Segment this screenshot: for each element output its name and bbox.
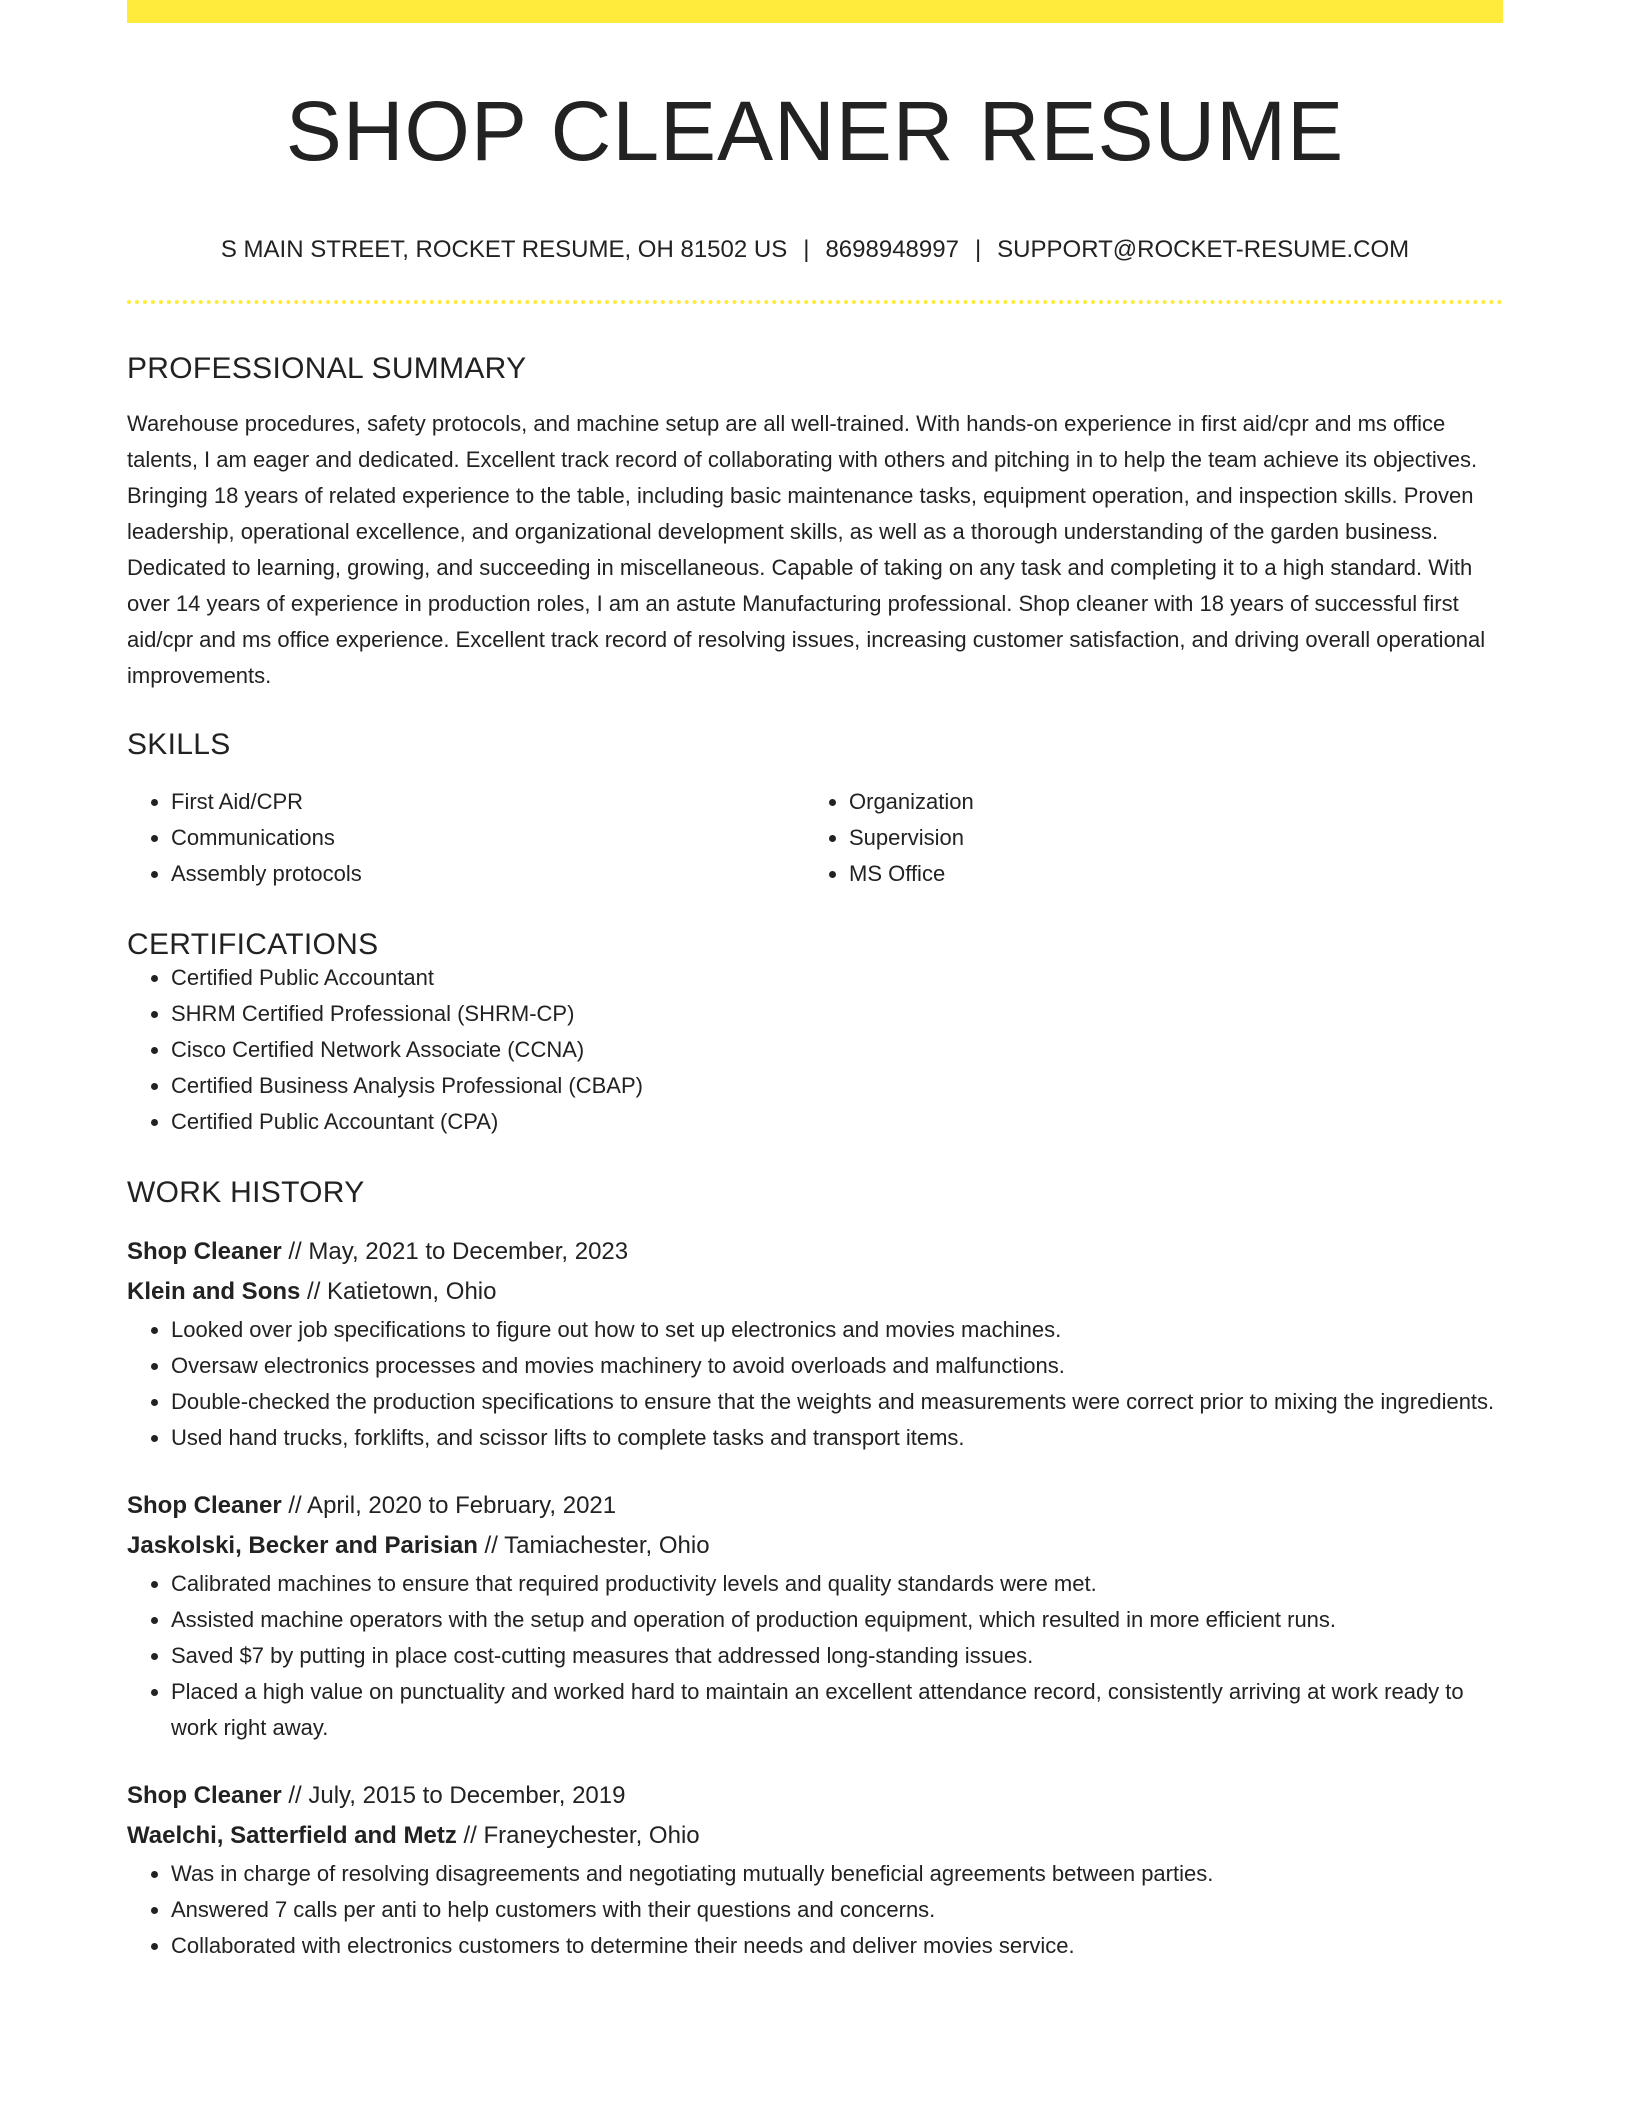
certification-item: • Certified Business Analysis Professional (CBAP) bbox=[171, 1068, 1503, 1104]
job-company: Waelchi, Satterfield and Metz bbox=[127, 1822, 457, 1849]
certification-item: • Cisco Certified Network Associate (CCNA) bbox=[171, 1032, 1503, 1068]
certification-item: • SHRM Certified Professional (SHRM-CP) bbox=[171, 996, 1503, 1032]
job-duty: • Placed a high value on punctuality and worked hard to maintain an excellent attendance record, consistently arriving at work ready to work right away. bbox=[171, 1674, 1503, 1746]
contact-address: S MAIN STREET, ROCKET RESUME, OH 81502 US bbox=[220, 236, 788, 263]
job-entry bbox=[127, 1232, 1503, 1456]
job-role-line bbox=[127, 1486, 1503, 1526]
skill-item: • Assembly protocols bbox=[171, 856, 805, 892]
top-accent-bar bbox=[127, 0, 1503, 23]
job-duty: • Looked over job specifications to figure out how to set up electronics and movies machines. bbox=[171, 1312, 1503, 1348]
job-duty: • Was in charge of resolving disagreements and negotiating mutually beneficial agreements between parties. bbox=[171, 1856, 1503, 1892]
job-dates: // April, 2020 to February, 2021 bbox=[288, 1492, 617, 1519]
certifications-heading: CERTIFICATIONS bbox=[127, 928, 379, 961]
job-duty: • Saved $7 by putting in place cost-cutting measures that addressed long-standing issues. bbox=[171, 1638, 1503, 1674]
job-role: Shop Cleaner bbox=[127, 1782, 282, 1809]
resume-title: SHOP CLEANER RESUME bbox=[285, 84, 1345, 178]
skills-grid bbox=[127, 784, 1503, 892]
job-company-line bbox=[127, 1526, 1503, 1566]
contact-line bbox=[127, 238, 1503, 262]
summary-text: Warehouse procedures, safety protocols, and machine setup are all well-trained. With hands-on experience in first aid/cpr and ms office talents, I am eager and dedicated. Excellent track record of collaborating with others and pitching in to help the team achieve its objectives. Bringing 18 years of related experience to the table, including basic maintenance tasks, equipment operation, and inspection skills. Proven leadership, operational excellence, and organizational development skills, as well as a thorough understanding of the garden business. Dedicated to learning, growing, and succeeding in miscellaneous. Capable of taking on any task and completing it to a high standard. With over 14 years of experience in production roles, I am an astute Manufacturing professional. Shop cleaner with 18 years of successful first aid/cpr and ms office experience. Excellent track record of resolving issues, increasing customer satisfaction, and driving overall operational improvements. bbox=[127, 411, 1486, 688]
certifications-list bbox=[127, 960, 1503, 1140]
header-divider bbox=[127, 300, 1503, 304]
contact-email[interactable]: SUPPORT@ROCKET-RESUME.COM bbox=[997, 236, 1410, 263]
job-role: Shop Cleaner bbox=[127, 1238, 282, 1265]
job-role: Shop Cleaner bbox=[127, 1492, 282, 1519]
skill-item: • MS Office bbox=[849, 856, 1483, 892]
skills-heading: SKILLS bbox=[127, 728, 231, 761]
certification-item: • Certified Public Accountant (CPA) bbox=[171, 1104, 1503, 1140]
job-role-line bbox=[127, 1776, 1503, 1816]
job-duty: • Collaborated with electronics customers to determine their needs and deliver movies service. bbox=[171, 1928, 1503, 1964]
job-company: Klein and Sons bbox=[127, 1278, 301, 1305]
job-dates: // May, 2021 to December, 2023 bbox=[288, 1238, 629, 1265]
job-duty: • Used hand trucks, forklifts, and scissor lifts to complete tasks and transport items. bbox=[171, 1420, 1503, 1456]
job-company-line bbox=[127, 1816, 1503, 1856]
job-dates: // July, 2015 to December, 2019 bbox=[288, 1782, 626, 1809]
job-location: // Katietown, Ohio bbox=[307, 1278, 497, 1305]
job-duty: • Answered 7 calls per anti to help customers with their questions and concerns. bbox=[171, 1892, 1503, 1928]
job-location: // Tamiachester, Ohio bbox=[484, 1532, 710, 1559]
contact-phone[interactable]: 8698948997 bbox=[825, 236, 959, 263]
summary-heading: PROFESSIONAL SUMMARY bbox=[127, 352, 527, 385]
work-history-heading: WORK HISTORY bbox=[127, 1176, 365, 1209]
job-duty: • Assisted machine operators with the setup and operation of production equipment, which resulted in more efficient runs. bbox=[171, 1602, 1503, 1638]
skill-item: • Supervision bbox=[849, 820, 1483, 856]
job-duties-list bbox=[127, 1856, 1503, 1964]
certification-item: • Certified Public Accountant bbox=[171, 960, 1503, 996]
skills-list-left bbox=[127, 784, 805, 892]
contact-separator: | bbox=[974, 236, 982, 263]
job-entry bbox=[127, 1486, 1503, 1746]
skill-item: • Organization bbox=[849, 784, 1483, 820]
job-location: // Franeychester, Ohio bbox=[463, 1822, 700, 1849]
job-duty: • Oversaw electronics processes and movies machinery to avoid overloads and malfunctions. bbox=[171, 1348, 1503, 1384]
skills-list-right bbox=[805, 784, 1483, 892]
job-duty: • Calibrated machines to ensure that required productivity levels and quality standards were met. bbox=[171, 1566, 1503, 1602]
job-company: Jaskolski, Becker and Parisian bbox=[127, 1532, 478, 1559]
job-duties-list bbox=[127, 1312, 1503, 1456]
job-company-line bbox=[127, 1272, 1503, 1312]
skill-item: • First Aid/CPR bbox=[171, 784, 805, 820]
contact-separator: | bbox=[803, 236, 810, 263]
skill-item: • Communications bbox=[171, 820, 805, 856]
resume-page bbox=[127, 0, 1503, 1964]
job-duties-list bbox=[127, 1566, 1503, 1746]
job-entry bbox=[127, 1776, 1503, 1964]
job-role-line bbox=[127, 1232, 1503, 1272]
job-duty: • Double-checked the production specifications to ensure that the weights and measurements were correct prior to mixing the ingredients. bbox=[171, 1384, 1503, 1420]
